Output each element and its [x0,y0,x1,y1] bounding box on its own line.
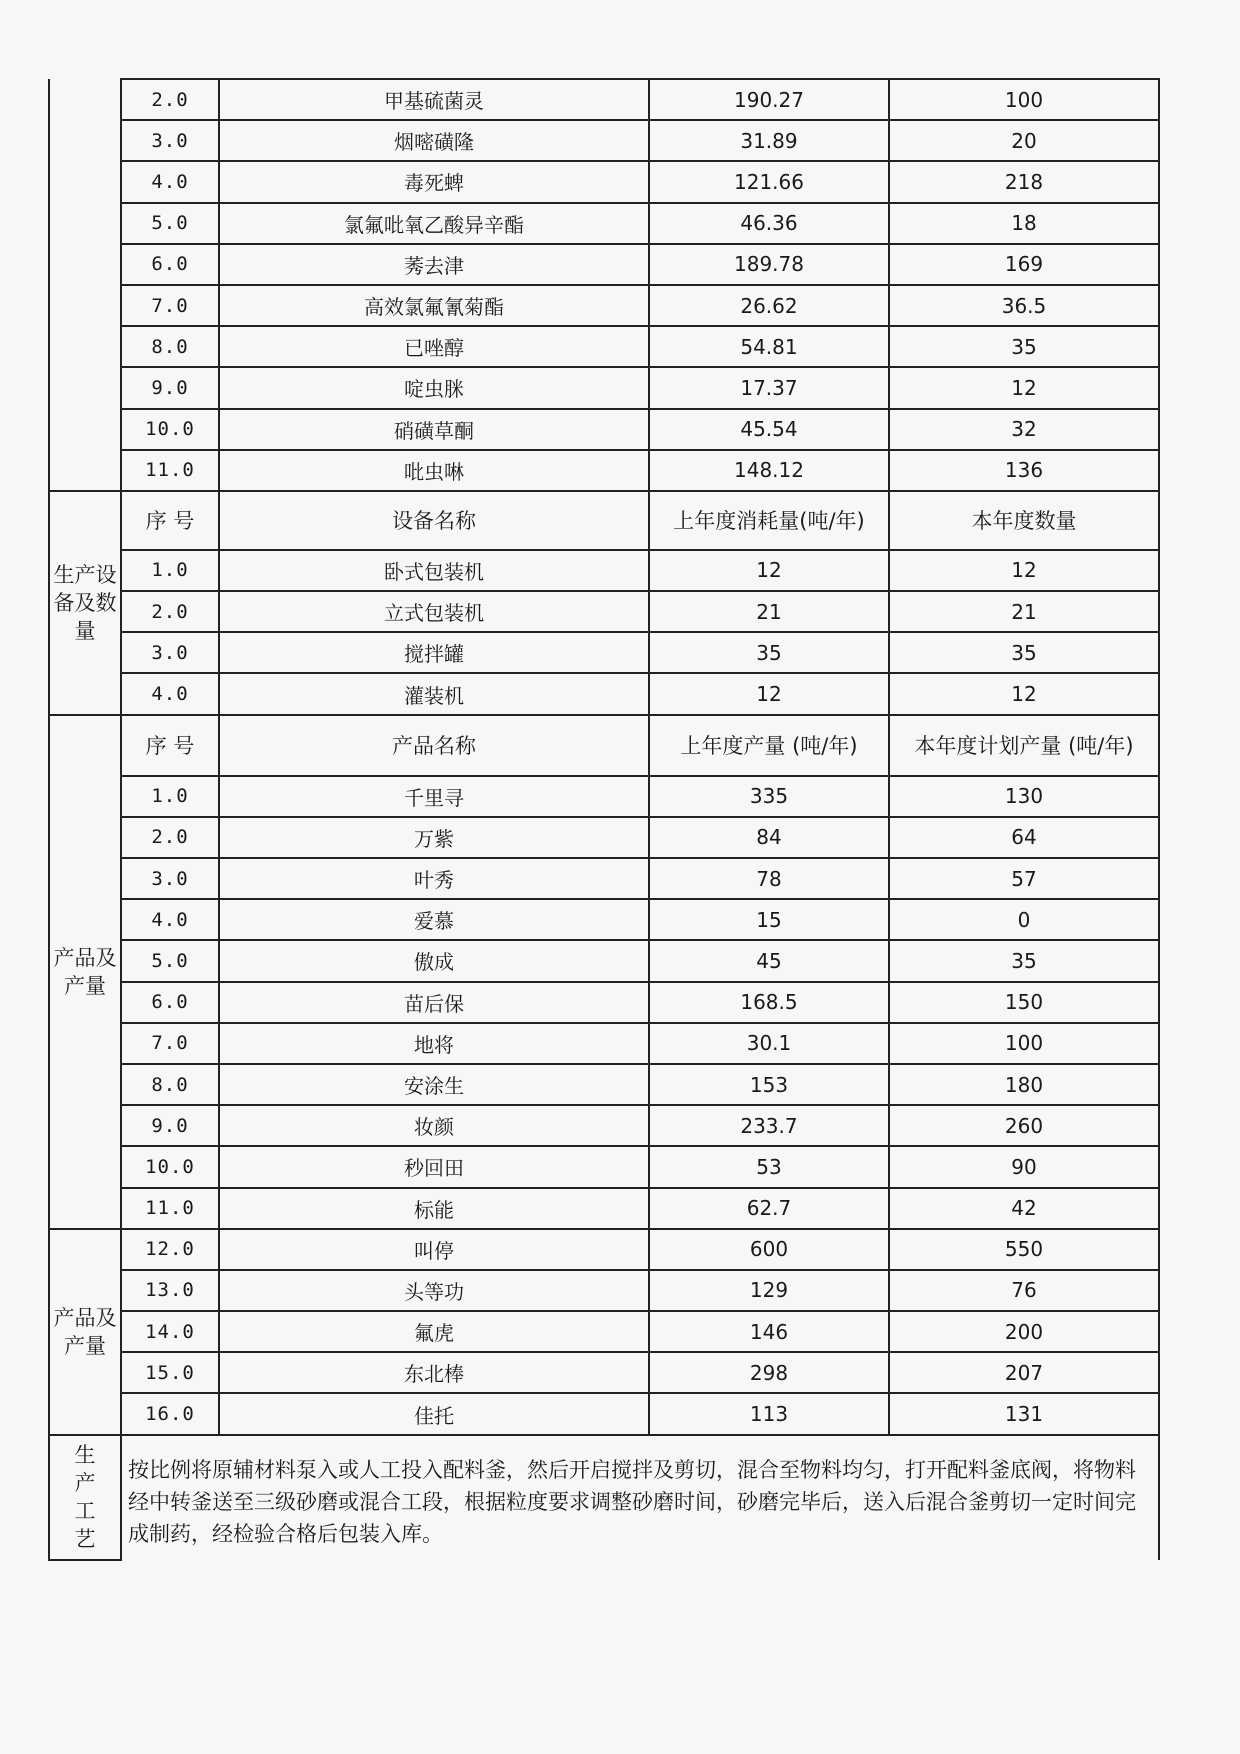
row-number: 14.0 [121,1311,219,1352]
column-header-this-year: 本年度计划产量 (吨/年) [889,715,1159,776]
row-number: 2.0 [121,79,219,120]
item-name: 灌装机 [219,673,649,714]
table-row [49,1229,1159,1270]
table-row [49,1146,1159,1187]
this-year-value: 64 [889,817,1159,858]
last-year-value: 113 [649,1393,889,1434]
item-name: 吡虫啉 [219,450,649,491]
item-name: 已唑醇 [219,326,649,367]
last-year-value: 233.7 [649,1105,889,1146]
row-number: 10.0 [121,1146,219,1187]
last-year-value: 30.1 [649,1023,889,1064]
item-name: 苗后保 [219,982,649,1023]
row-number: 5.0 [121,203,219,244]
row-number: 13.0 [121,1270,219,1311]
item-name: 高效氯氟氰菊酯 [219,285,649,326]
row-number: 8.0 [121,326,219,367]
item-name: 地将 [219,1023,649,1064]
table-row [49,1311,1159,1352]
item-name: 硝磺草酮 [219,409,649,450]
this-year-value: 200 [889,1311,1159,1352]
table-row [49,409,1159,450]
this-year-value: 21 [889,591,1159,632]
table-row [49,1393,1159,1434]
table-row [49,1064,1159,1105]
table-row [49,367,1159,408]
table-row [49,161,1159,202]
row-number: 1.0 [121,776,219,817]
table-row [49,776,1159,817]
last-year-value: 45.54 [649,409,889,450]
this-year-value: 76 [889,1270,1159,1311]
last-year-value: 31.89 [649,120,889,161]
this-year-value: 100 [889,79,1159,120]
table-row [49,1270,1159,1311]
last-year-value: 62.7 [649,1188,889,1229]
table-row [49,817,1159,858]
this-year-value: 169 [889,244,1159,285]
process-label-text: 生产工艺 [74,1443,96,1552]
this-year-value: 12 [889,550,1159,591]
this-year-value: 0 [889,899,1159,940]
this-year-value: 35 [889,940,1159,981]
this-year-value: 90 [889,1146,1159,1187]
table-row [49,203,1159,244]
row-number: 8.0 [121,1064,219,1105]
header-row [49,491,1159,550]
this-year-value: 36.5 [889,285,1159,326]
this-year-value: 260 [889,1105,1159,1146]
item-name: 秒回田 [219,1146,649,1187]
last-year-value: 12 [649,550,889,591]
last-year-value: 600 [649,1229,889,1270]
this-year-value: 18 [889,203,1159,244]
this-year-value: 12 [889,367,1159,408]
process-section-label [49,1435,121,1560]
table-row [49,326,1159,367]
item-name: 千里寻 [219,776,649,817]
last-year-value: 78 [649,858,889,899]
column-header-name: 产品名称 [219,715,649,776]
row-number: 2.0 [121,817,219,858]
item-name: 东北棒 [219,1352,649,1393]
item-name: 氯氟吡氧乙酸异辛酯 [219,203,649,244]
row-number: 4.0 [121,161,219,202]
item-name: 甲基硫菌灵 [219,79,649,120]
last-year-value: 189.78 [649,244,889,285]
last-year-value: 53 [649,1146,889,1187]
products-section-label-2: 产品及产量 [49,1229,121,1435]
row-number: 12.0 [121,1229,219,1270]
table-row [49,285,1159,326]
row-number: 16.0 [121,1393,219,1434]
this-year-value: 130 [889,776,1159,817]
this-year-value: 136 [889,450,1159,491]
row-number: 3.0 [121,632,219,673]
item-name: 立式包装机 [219,591,649,632]
last-year-value: 148.12 [649,450,889,491]
row-number: 7.0 [121,285,219,326]
this-year-value: 12 [889,673,1159,714]
this-year-value: 550 [889,1229,1159,1270]
item-name: 标能 [219,1188,649,1229]
table-row [49,450,1159,491]
last-year-value: 45 [649,940,889,981]
column-header-last-year: 上年度产量 (吨/年) [649,715,889,776]
table-row [49,79,1159,120]
item-name: 叶秀 [219,858,649,899]
item-name: 啶虫脒 [219,367,649,408]
last-year-value: 84 [649,817,889,858]
last-year-value: 54.81 [649,326,889,367]
last-year-value: 35 [649,632,889,673]
last-year-value: 335 [649,776,889,817]
equipment-section-label: 生产设备及数量 [49,491,121,715]
row-number: 3.0 [121,120,219,161]
item-name: 氟虎 [219,1311,649,1352]
header-row [49,715,1159,776]
table-row [49,120,1159,161]
table-row [49,899,1159,940]
item-name: 头等功 [219,1270,649,1311]
row-number: 3.0 [121,858,219,899]
table-row [49,632,1159,673]
row-number: 11.0 [121,1188,219,1229]
this-year-value: 180 [889,1064,1159,1105]
last-year-value: 17.37 [649,367,889,408]
process-description: 按比例将原辅材料泵入或人工投入配料釜，然后开启搅拌及剪切，混合至物料均匀，打开配料釜底阀，将物料经中转釜送至三级砂磨或混合工段，根据粒度要求调整砂磨时间，砂磨完毕后，送入后混合釜剪切一定时间完成制药，经检验合格后包装入库。 [121,1435,1159,1560]
this-year-value: 207 [889,1352,1159,1393]
column-header-number: 序 号 [121,491,219,550]
row-number: 6.0 [121,982,219,1023]
item-name: 佳托 [219,1393,649,1434]
item-name: 爱慕 [219,899,649,940]
column-header-name: 设备名称 [219,491,649,550]
item-name: 万紫 [219,817,649,858]
column-header-last-year: 上年度消耗量(吨/年) [649,491,889,550]
last-year-value: 168.5 [649,982,889,1023]
row-number: 9.0 [121,367,219,408]
this-year-value: 35 [889,632,1159,673]
item-name: 卧式包装机 [219,550,649,591]
table-row [49,673,1159,714]
this-year-value: 150 [889,982,1159,1023]
this-year-value: 131 [889,1393,1159,1434]
item-name: 莠去津 [219,244,649,285]
last-year-value: 15 [649,899,889,940]
last-year-value: 121.66 [649,161,889,202]
row-number: 4.0 [121,899,219,940]
last-year-value: 21 [649,591,889,632]
row-number: 15.0 [121,1352,219,1393]
item-name: 毒死蜱 [219,161,649,202]
row-number: 10.0 [121,409,219,450]
table-row [49,940,1159,981]
table-row [49,1105,1159,1146]
last-year-value: 153 [649,1064,889,1105]
row-number: 5.0 [121,940,219,981]
this-year-value: 42 [889,1188,1159,1229]
table-row [49,858,1159,899]
row-number: 11.0 [121,450,219,491]
table-row [49,591,1159,632]
item-name: 傲成 [219,940,649,981]
this-year-value: 57 [889,858,1159,899]
last-year-value: 190.27 [649,79,889,120]
table-row [49,1352,1159,1393]
this-year-value: 32 [889,409,1159,450]
table-row [49,982,1159,1023]
item-name: 烟嘧磺隆 [219,120,649,161]
table-row [49,550,1159,591]
table-row [49,244,1159,285]
column-header-number: 序 号 [121,715,219,776]
item-name: 妆颜 [219,1105,649,1146]
row-number: 6.0 [121,244,219,285]
last-year-value: 298 [649,1352,889,1393]
last-year-value: 46.36 [649,203,889,244]
table-row [49,1188,1159,1229]
this-year-value: 35 [889,326,1159,367]
item-name: 安涂生 [219,1064,649,1105]
last-year-value: 26.62 [649,285,889,326]
row-number: 7.0 [121,1023,219,1064]
process-row [49,1435,1159,1560]
item-name: 叫停 [219,1229,649,1270]
production-info-table [48,78,1160,1561]
this-year-value: 100 [889,1023,1159,1064]
row-number: 9.0 [121,1105,219,1146]
this-year-value: 218 [889,161,1159,202]
last-year-value: 146 [649,1311,889,1352]
materials-section-label-continued [49,79,121,491]
row-number: 2.0 [121,591,219,632]
row-number: 1.0 [121,550,219,591]
table-row [49,1023,1159,1064]
products-section-label: 产品及产量 [49,715,121,1229]
column-header-this-year: 本年度数量 [889,491,1159,550]
last-year-value: 12 [649,673,889,714]
item-name: 搅拌罐 [219,632,649,673]
this-year-value: 20 [889,120,1159,161]
last-year-value: 129 [649,1270,889,1311]
row-number: 4.0 [121,673,219,714]
